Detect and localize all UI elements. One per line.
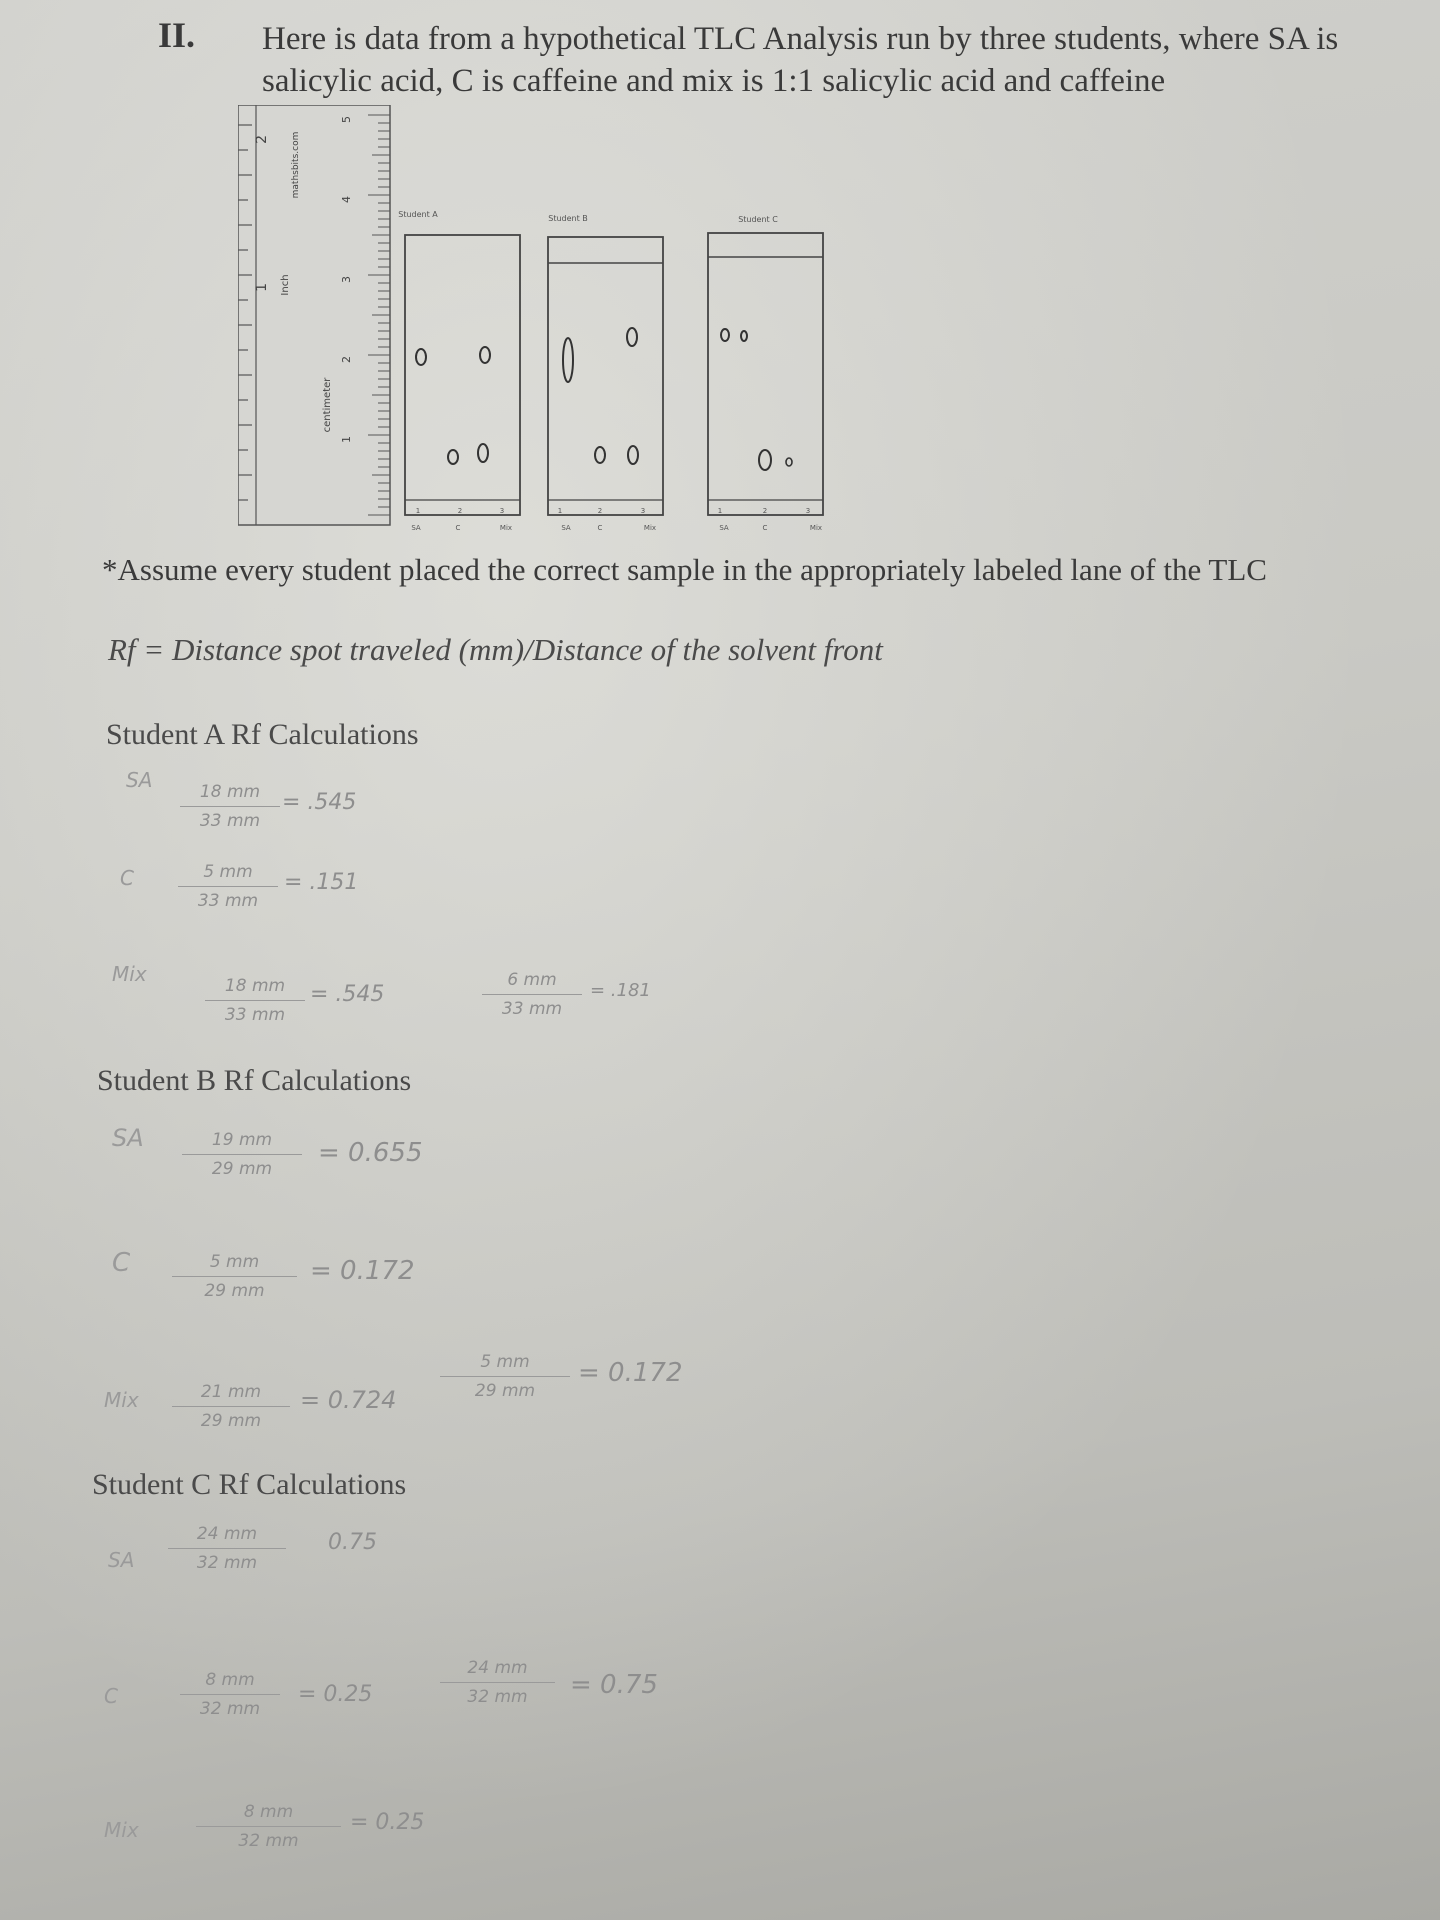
student-c-heading: Student C Rf Calculations [92, 1468, 407, 1501]
student-a-c-num: 5 mm [203, 862, 253, 882]
student-c-mix-den: 32 mm [238, 1831, 299, 1851]
student-a-c-den: 33 mm [197, 891, 259, 911]
student-a-mix-result-2: = .181 [590, 980, 651, 1001]
student-c-mix-result: = 0.25 [350, 1810, 425, 1835]
student-a-mix-num: 18 mm [224, 976, 286, 996]
plate-c-lane-c: C [762, 524, 768, 532]
plate-a-lane-c: C [455, 524, 461, 532]
plate-student-c [708, 215, 823, 532]
plate-b-lane-number-1: 1 [557, 507, 563, 515]
student-b-sa-label: SA [112, 1124, 144, 1152]
tlc-figure [238, 105, 838, 545]
student-a-sa-fraction [180, 780, 280, 833]
student-b-mix-result: = 0.724 [300, 1386, 397, 1414]
student-c-c-label: C [104, 1684, 118, 1708]
student-b-mix-fraction-2 [440, 1350, 570, 1403]
plate-a-lane-number-1: 1 [415, 507, 421, 515]
ruler-brand: mathsbits.com [291, 131, 301, 199]
tlc-diagram [238, 105, 838, 545]
student-c-c-den: 32 mm [199, 1699, 261, 1719]
plate-b-lane-number-2: 2 [597, 507, 603, 515]
student-a-mix-den: 33 mm [224, 1005, 286, 1025]
student-b-mix-num: 21 mm [200, 1382, 262, 1402]
student-c-c-num: 8 mm [205, 1670, 255, 1690]
student-a-c-result: = .151 [284, 870, 359, 895]
student-c-c-fraction-2 [440, 1656, 555, 1709]
plate-c-lane-number-1: 1 [717, 507, 723, 515]
cm-tick-2: 2 [340, 356, 353, 363]
student-c-mix-label: Mix [104, 1818, 139, 1842]
plate-a-lane-mix: Mix [499, 524, 513, 532]
student-a-mix-fraction [205, 974, 305, 1027]
inch-label: Inch [280, 274, 291, 296]
plate-c-title: Student C [738, 215, 778, 224]
student-b-sa-num: 19 mm [211, 1130, 273, 1150]
student-c-sa-num: 24 mm [196, 1524, 258, 1544]
plate-student-a [398, 210, 520, 532]
plate-c-lane-number-2: 2 [762, 507, 768, 515]
student-a-mix-num-2: 6 mm [507, 970, 557, 990]
student-c-mix-fraction [196, 1800, 341, 1853]
cm-tick-3: 3 [340, 276, 353, 283]
plate-c-lane-number-3: 3 [805, 507, 811, 515]
student-c-mix-num: 8 mm [243, 1802, 294, 1822]
student-c-c-result: = 0.25 [298, 1682, 373, 1707]
cm-tick-5: 5 [340, 116, 353, 123]
rf-formula: Rf = Distance spot traveled (mm)/Distance of the solvent front [108, 632, 883, 667]
student-c-c-fraction [180, 1668, 280, 1721]
ruler [238, 105, 390, 525]
student-a-mix-label: Mix [112, 962, 147, 986]
student-a-mix-result: = .545 [310, 982, 385, 1007]
question-text [262, 18, 1382, 102]
student-b-mix-result-2: = 0.172 [578, 1358, 683, 1388]
inch-tick-2: 2 [254, 135, 270, 144]
plate-student-b [548, 214, 663, 532]
cm-tick-4: 4 [340, 196, 353, 203]
question-line-2: salicylic acid, C is caffeine and mix is 1:1 salicylic acid and caffeine [262, 63, 1166, 99]
student-b-c-den: 29 mm [204, 1281, 265, 1301]
plate-a-lane-sa: SA [411, 524, 421, 532]
plate-b-lane-mix: Mix [643, 524, 657, 532]
student-a-sa-den: 33 mm [199, 811, 261, 831]
student-c-c-result-2: = 0.75 [570, 1670, 658, 1700]
student-b-c-label: C [112, 1248, 131, 1278]
student-b-sa-result: = 0.655 [318, 1138, 423, 1168]
student-c-sa-fraction [168, 1522, 286, 1575]
student-c-sa-label: SA [108, 1548, 135, 1572]
inch-tick-1: 1 [254, 283, 270, 292]
student-a-c-fraction [178, 860, 278, 913]
student-c-c-num-2: 24 mm [467, 1658, 528, 1678]
cm-tick-1: 1 [340, 436, 353, 443]
student-c-sa-result: 0.75 [328, 1530, 377, 1555]
student-a-sa-num: 18 mm [199, 782, 261, 802]
plate-b-lane-number-3: 3 [640, 507, 646, 515]
student-a-c-label: C [120, 866, 134, 890]
plate-c-lane-sa: SA [719, 524, 729, 532]
plate-b-title: Student B [548, 214, 588, 223]
student-b-mix-label: Mix [104, 1388, 139, 1412]
student-b-mix-fraction [172, 1380, 290, 1433]
student-a-sa-result: = .545 [282, 790, 357, 815]
student-a-mix-den-2: 33 mm [501, 999, 563, 1019]
assumption-note: *Assume every student placed the correct sample in the appropriately labeled lane of the TLC [102, 552, 1267, 587]
plate-b-lane-sa: SA [561, 524, 571, 532]
student-b-c-fraction [172, 1250, 297, 1303]
student-a-heading: Student A Rf Calculations [106, 718, 419, 751]
plate-c-lane-mix: Mix [809, 524, 823, 532]
student-b-heading: Student B Rf Calculations [97, 1064, 412, 1097]
plate-a-title: Student A [398, 210, 438, 219]
student-b-c-result: = 0.172 [310, 1256, 415, 1286]
student-b-mix-den-2: 29 mm [474, 1381, 536, 1401]
student-c-c-den-2: 32 mm [467, 1687, 528, 1707]
student-b-sa-fraction [182, 1128, 302, 1181]
student-a-mix-fraction-2 [482, 968, 582, 1021]
plate-b-lane-c: C [597, 524, 603, 532]
plate-a-lane-number-3: 3 [499, 507, 505, 515]
student-b-sa-den: 29 mm [211, 1159, 273, 1179]
question-number: II. [158, 15, 196, 55]
student-b-mix-den: 29 mm [200, 1411, 262, 1431]
plate-a-lane-number-2: 2 [457, 507, 463, 515]
student-c-sa-den: 32 mm [196, 1553, 258, 1573]
student-b-mix-num-2: 5 mm [480, 1352, 530, 1372]
question-line-1: Here is data from a hypothetical TLC Analysis run by three students, where SA is [262, 21, 1339, 57]
student-b-c-num: 5 mm [209, 1252, 260, 1272]
cm-label: centimeter [322, 377, 333, 433]
student-a-sa-label: SA [126, 768, 153, 792]
